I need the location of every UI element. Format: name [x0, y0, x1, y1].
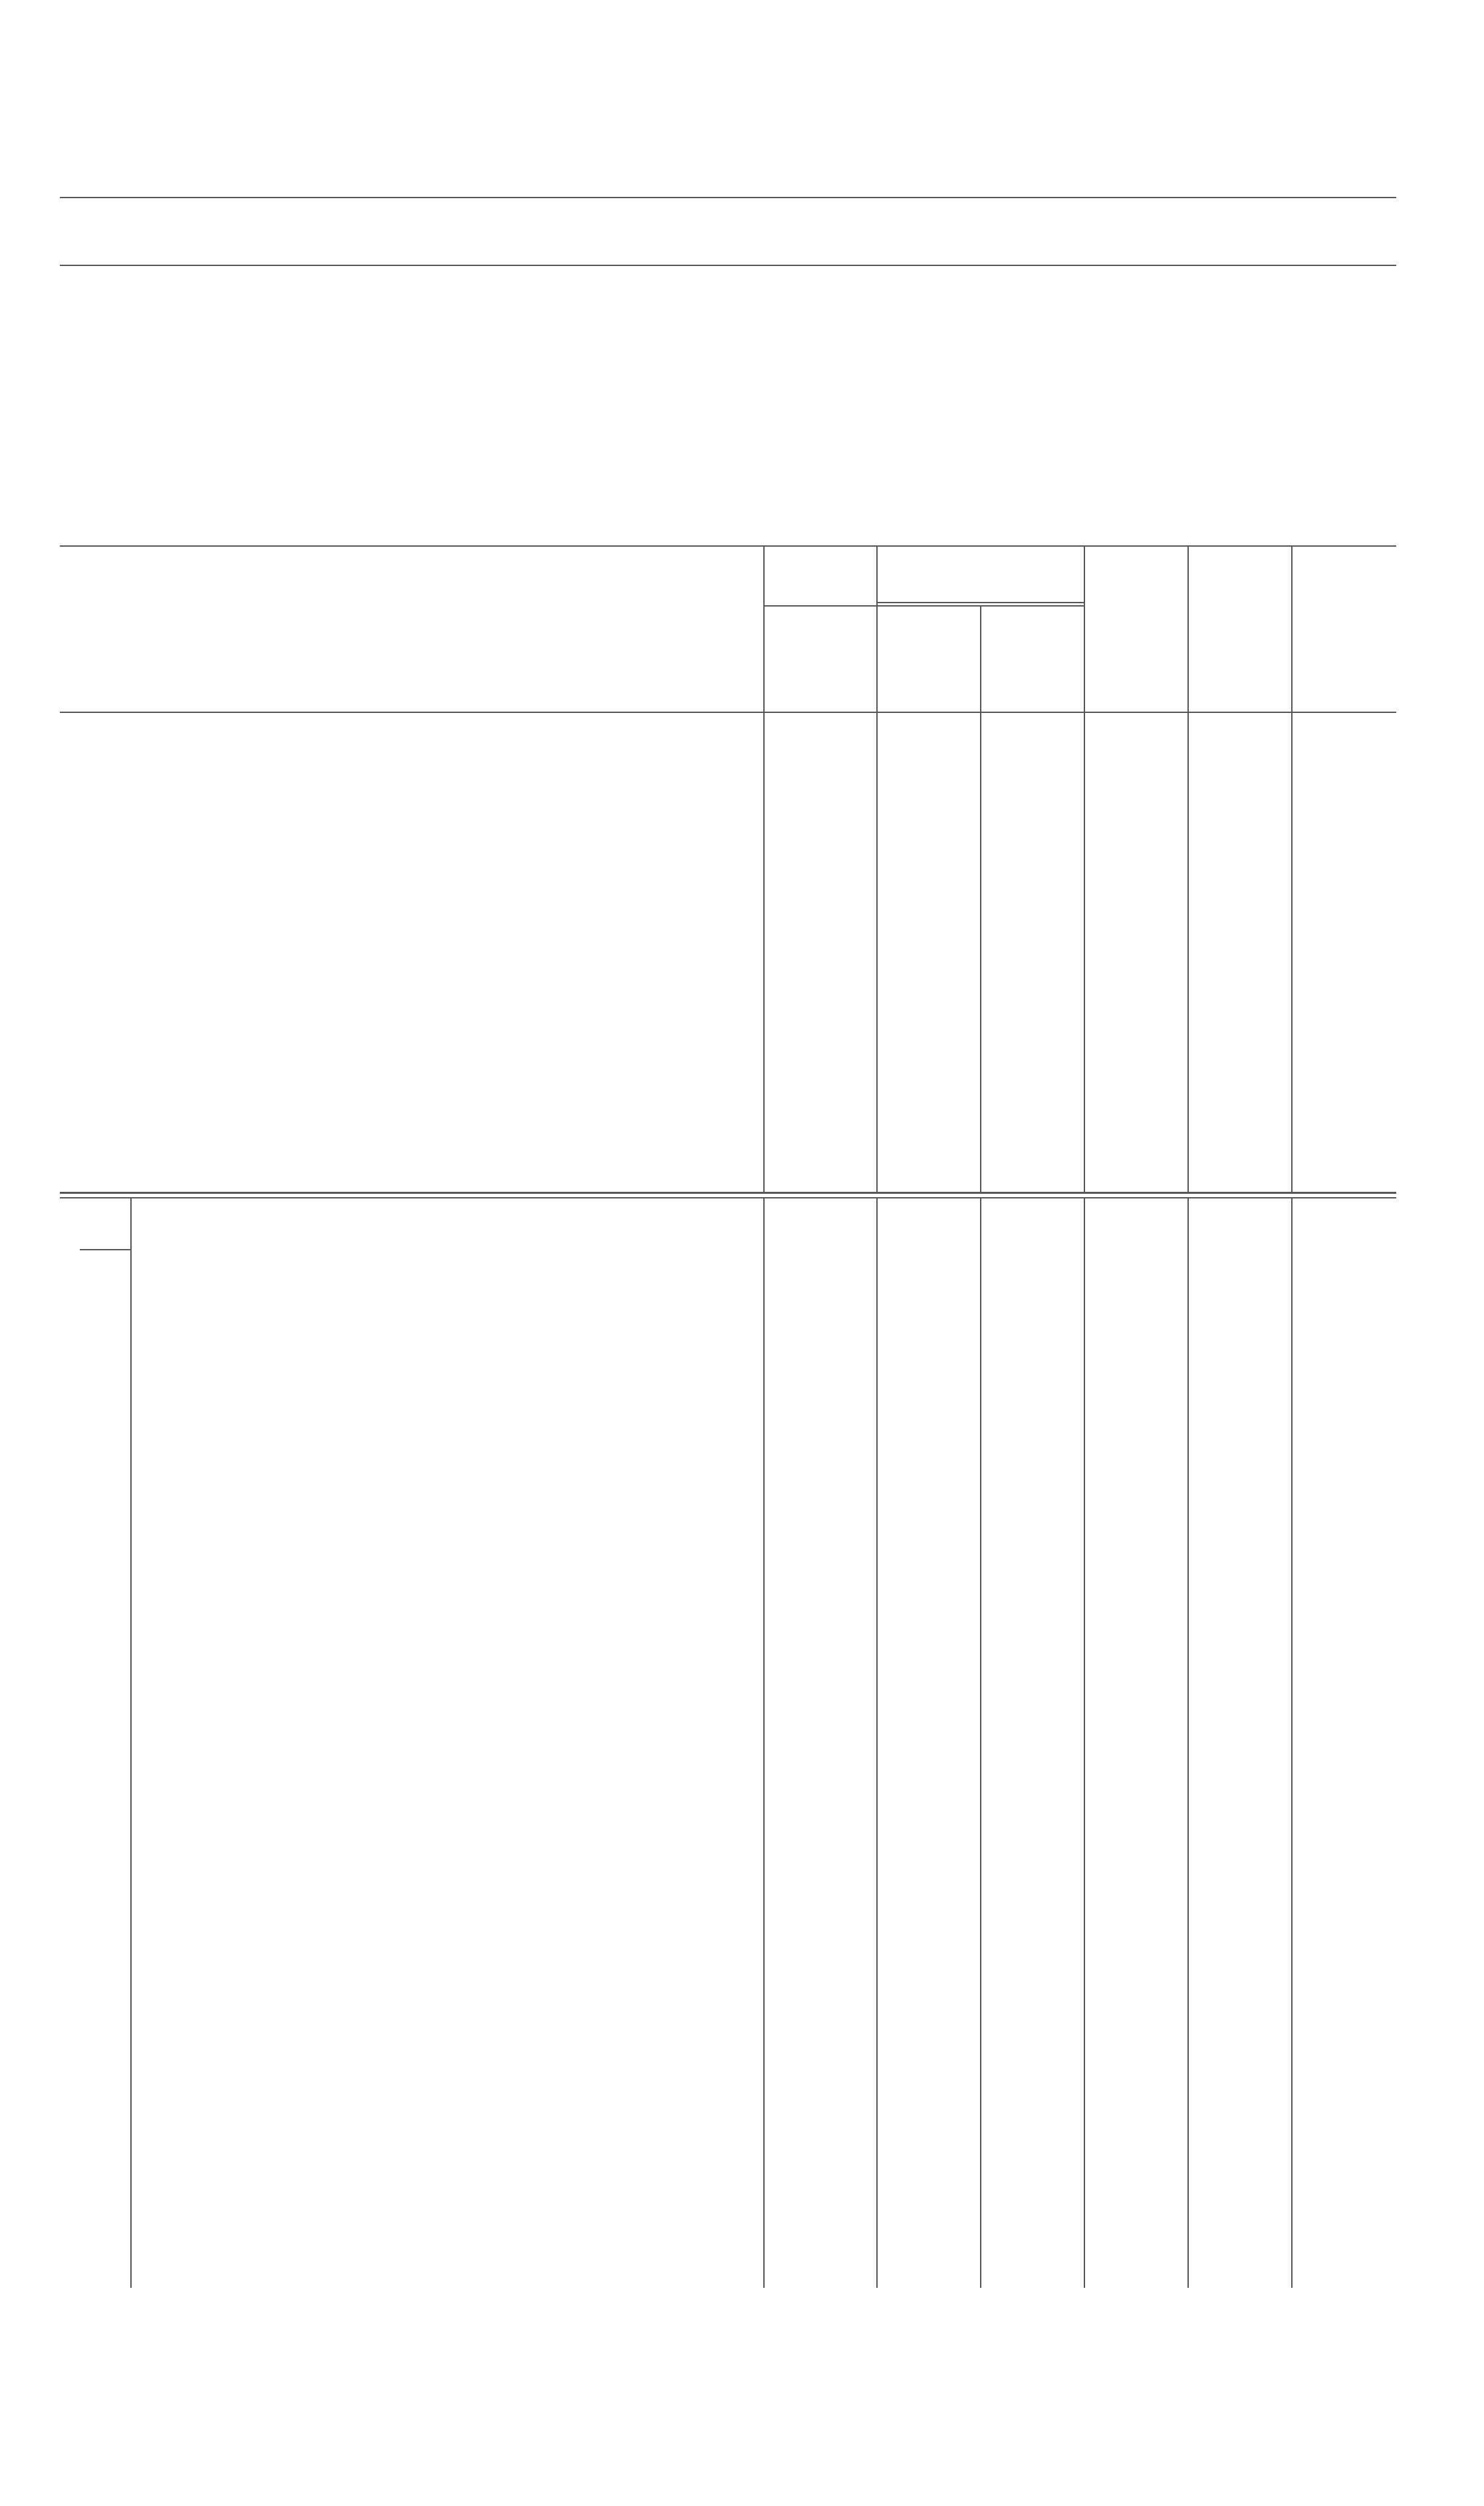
col-divider-5 [1187, 545, 1189, 1194]
col-divider-6 [1291, 545, 1293, 1194]
year-1938-rule [876, 602, 1084, 603]
year-header-rule [763, 605, 1084, 607]
summary-bottom-rule [60, 1192, 1396, 1194]
item-rule [80, 1249, 130, 1250]
col-divider-2 [876, 545, 878, 1194]
detail-divider-6 [1291, 1197, 1293, 2288]
summary-top-rule [60, 545, 1396, 547]
detail-divider-3 [980, 1197, 981, 2288]
header-rule [60, 197, 1396, 198]
detail-divider-5 [1187, 1197, 1189, 2288]
col-divider-4 [1084, 545, 1085, 1194]
summary-bottom-rule-2 [60, 1197, 1396, 1198]
fund-title-rule [60, 265, 1396, 266]
item-col-divider [130, 1197, 132, 2288]
col-divider-3 [980, 605, 981, 1194]
detail-divider-1 [763, 1197, 765, 2288]
detail-divider-4 [1084, 1197, 1085, 2288]
detail-divider-2 [876, 1197, 878, 2288]
summary-header-rule [60, 712, 1396, 713]
col-divider-1 [763, 545, 765, 1194]
